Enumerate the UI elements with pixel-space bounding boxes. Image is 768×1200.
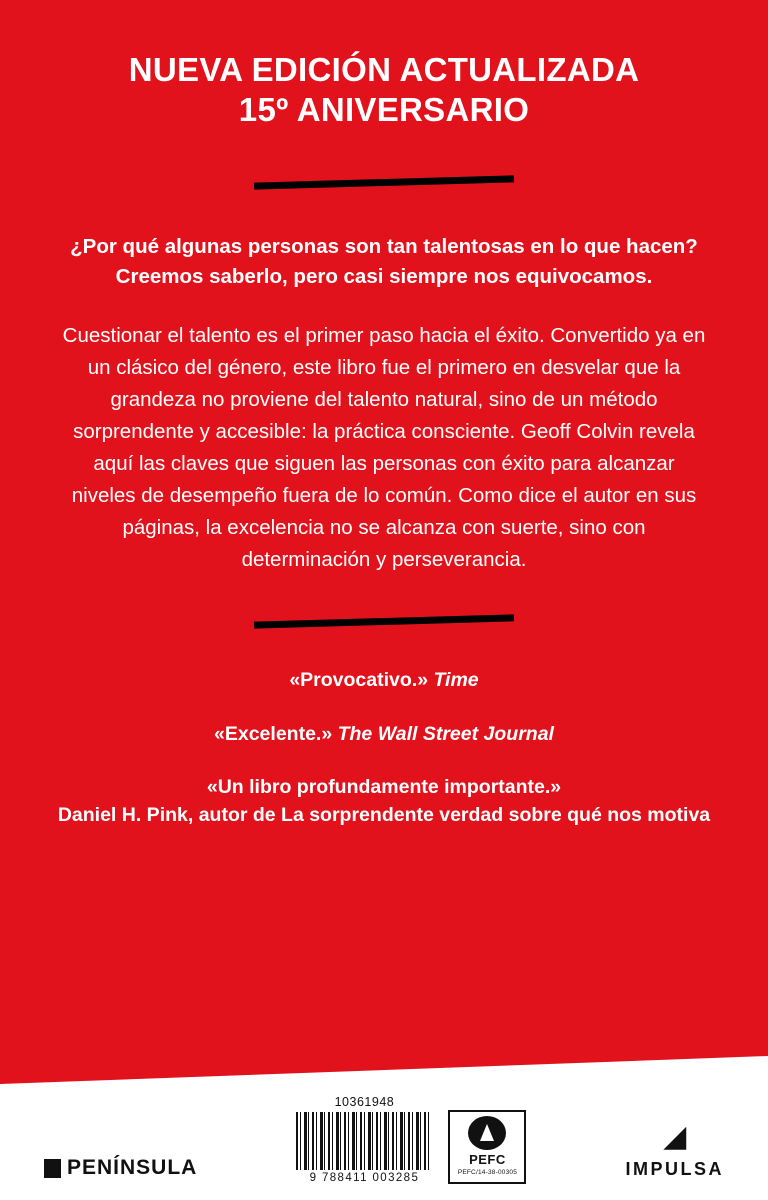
peninsula-mark-icon — [44, 1159, 61, 1178]
publisher-logo — [44, 1156, 197, 1186]
review-quotes — [56, 667, 712, 830]
imprint-name: IMPULSA — [625, 1159, 724, 1179]
page-title — [56, 0, 712, 131]
review-quote — [56, 667, 712, 695]
barcode-number: 10361948 — [334, 1095, 395, 1109]
imprint-logo — [625, 1122, 724, 1186]
body-paragraph: Cuestionar el talento es el primer paso hacia el éxito. Convertido ya en un clásico del género, este libro fue el primero en desvelar que la grandeza no proviene del talento natural, sino de un método sorprendente y accesible: la práctica consciente. Geoff Colvin revela aquí las claves que siguen las personas con éxito para alcanzar niveles de desempeño fuera de lo común. Como dice el autor en sus páginas, la excelencia no se alcanza con suerte, sino con determinación y perseverancia. — [62, 324, 706, 571]
quote-text: «Un libro profundamente importante.» — [206, 776, 562, 799]
divider-bottom — [254, 614, 514, 628]
barcode-block — [296, 1095, 432, 1184]
headline-line-2: 15º ANIVERSARIO — [238, 91, 530, 129]
quote-text: «Provocativo.» — [289, 668, 429, 691]
pefc-code: PEFC/14-38-00305 — [457, 1169, 518, 1176]
cover-footer — [0, 1050, 768, 1200]
pefc-label: PEFC — [469, 1152, 506, 1167]
publisher-name: PENÍNSULA — [67, 1156, 198, 1179]
barcode-icon — [296, 1112, 432, 1170]
review-quote — [56, 774, 712, 829]
quote-source: The Wall Street Journal — [337, 722, 554, 745]
headline-line-1: NUEVA EDICIÓN ACTUALIZADA — [128, 51, 640, 88]
footer-center-group — [296, 1095, 526, 1186]
barcode-isbn: 9 788411 003285 — [309, 1172, 420, 1184]
quote-text: «Excelente.» — [214, 722, 333, 745]
review-quote — [56, 721, 712, 749]
impulsa-mark-icon: ◢ — [663, 1120, 687, 1153]
lede-paragraph: ¿Por qué algunas personas son tan talentosas en lo que hacen? Creemos saberlo, pero casi siempre nos equivocamos. — [70, 234, 698, 288]
quote-attribution: Daniel H. Pink, autor de La sorprendente verdad sobre qué nos motiva — [57, 803, 711, 826]
quote-source: Time — [433, 668, 479, 691]
pefc-tree-icon — [468, 1116, 506, 1150]
divider-top — [254, 175, 514, 189]
pefc-certification-logo — [448, 1110, 526, 1184]
